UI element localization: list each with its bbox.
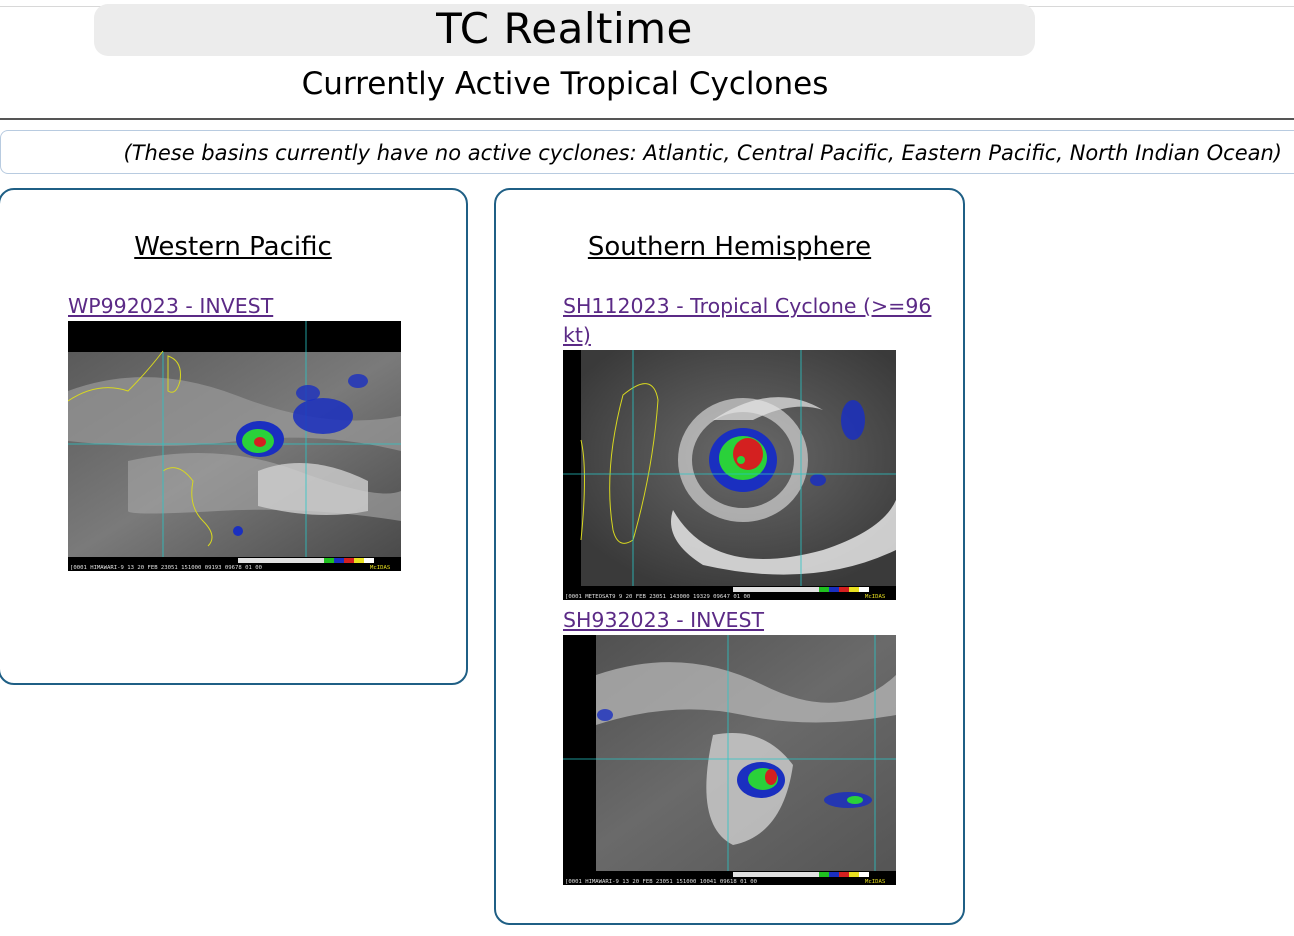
image-caption: [0001 HIMAWARI-9 13 20 FEB 23051 151000 10041 09618 01 00 [565,879,757,885]
inactive-basins-notice-bar [0,130,1294,174]
storm-satellite-image-wp992023[interactable] [68,321,401,571]
mcidas-logo: McIDAS [865,594,886,600]
title-bar [94,4,1035,56]
storm-link-wp992023[interactable]: WP992023 - INVEST [68,294,274,318]
basin-title: Southern Hemisphere [587,232,872,262]
basin-title: Western Pacific [134,232,332,262]
mcidas-logo: McIDAS [370,565,391,571]
mcidas-logo: McIDAS [865,879,886,885]
storm-satellite-image-sh932023[interactable] [563,635,896,885]
image-caption: [0001 HIMAWARI-9 13 20 FEB 23051 151000 09193 09678 01 00 [70,565,262,571]
storm-satellite-image-sh112023[interactable] [563,350,896,600]
basin-panel-western-pacific [0,188,468,685]
header-divider [0,118,1294,120]
inactive-basins-notice: (These basins currently have no active cyclones: Atlantic, Central Pacific, Eastern Pacific, North Indian Ocean) [123,141,1282,165]
page-title: TC Realtime [436,4,693,53]
storm-link-line1: SH112023 - Tropical Cyclone (>=96 kt) [563,294,932,347]
page-subtitle: Currently Active Tropical Cyclones [301,66,829,102]
image-caption: [0001 METEOSAT9 9 20 FEB 23051 143000 19329 09647 01 00 [565,594,751,600]
storm-link-sh932023[interactable]: SH932023 - INVEST [563,608,765,632]
basin-panel-southern-hemisphere [494,188,965,925]
